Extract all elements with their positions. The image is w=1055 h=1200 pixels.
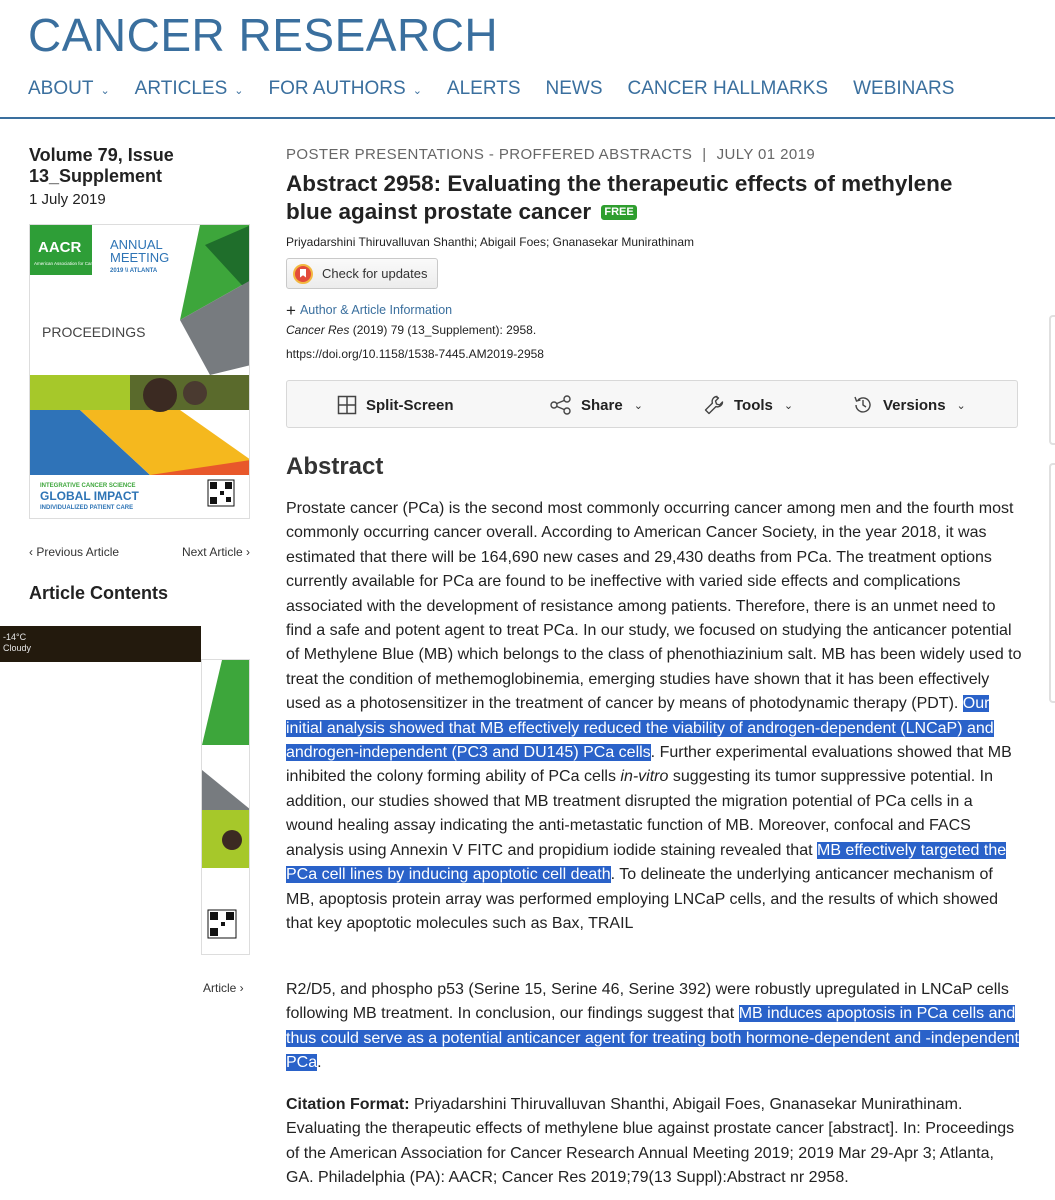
previous-article-label: Previous Article bbox=[36, 545, 120, 559]
cover-org: AACR bbox=[38, 239, 82, 256]
bookmark-icon bbox=[293, 264, 313, 284]
nav-for-authors[interactable] bbox=[268, 78, 421, 100]
chevron-down-icon: ⌄ bbox=[633, 399, 643, 412]
article-contents-heading: Article Contents bbox=[29, 583, 169, 603]
cover-meeting-2: MEETING bbox=[110, 250, 170, 265]
chevron-down-icon: ⌄ bbox=[100, 84, 110, 97]
header-divider bbox=[0, 117, 1055, 119]
free-badge: FREE bbox=[601, 205, 636, 220]
versions-button[interactable] bbox=[852, 381, 966, 429]
chevron-left-icon: ‹ bbox=[29, 545, 37, 559]
tools-button[interactable] bbox=[703, 381, 793, 429]
next-article-label: Next Article bbox=[181, 545, 243, 559]
highlighted-text: MB induces apoptosis in PCa cells and thus could serve as a potential anticancer agent for treating both hormone-dependent and -independent PCa bbox=[286, 1005, 1019, 1072]
check-for-updates-button[interactable] bbox=[286, 258, 438, 289]
chevron-right-icon: › bbox=[236, 981, 244, 995]
plus-icon: + bbox=[286, 301, 296, 320]
versions-label: Versions bbox=[883, 396, 946, 414]
cover-proceedings: PROCEEDINGS bbox=[42, 324, 146, 340]
abstract-text: suggesting its tumor suppressive potential. In addition, our studies showed that MB treatment disrupted the migration potential of PCa cells in a wound healing assay indicating the anti-metastatic function of MB. Moreover, confocal and FACS analysis using Annexin V FITC and propidium iodide staining revealed that bbox=[286, 768, 994, 859]
qr-code-icon bbox=[208, 910, 236, 938]
abstract-text: . To delineate the underlying anticancer mechanism of MB, apoptosis protein array was performed employing LNCaP cells, and the results of which showed that key apoptotic molecules such as Bax, TRAIL bbox=[286, 866, 999, 932]
history-icon bbox=[852, 394, 874, 416]
nav-webinars[interactable] bbox=[853, 78, 954, 100]
cover-image-partial bbox=[201, 659, 250, 955]
doi-link[interactable]: https://doi.org/10.1158/1538-7445.AM2019-2958 bbox=[286, 347, 544, 361]
citation-format bbox=[286, 1093, 1016, 1191]
nav-about[interactable] bbox=[28, 78, 110, 100]
article-kicker bbox=[286, 146, 815, 163]
article-pager bbox=[29, 545, 250, 559]
article-title bbox=[286, 170, 986, 226]
share-icon bbox=[550, 395, 572, 415]
nav-label: ARTICLES bbox=[134, 78, 228, 99]
chevron-down-icon: ⌄ bbox=[956, 399, 966, 412]
italic-term: in-vitro bbox=[620, 768, 669, 786]
abstract-heading: Abstract bbox=[286, 453, 384, 480]
page-scroll-indicator[interactable] bbox=[1049, 315, 1055, 721]
scroll-track-segment bbox=[1049, 463, 1055, 703]
abstract-text: Prostate cancer (PCa) is the second most commonly occurring cancer among men and the fourth most commonly occurring cancer overall. According to American Cancer Society, in the year 2018, it was estimated that there will be 164,690 new cases and 29,430 deaths from PCa. The treatment options currently available for PCa are found to be ineffective with varied side effects and complications associated with the development of resistance among patients. Therefore, there is an unmet need to find a safe and potent agent to treat PCa. In our study, we focused on studying the anticancer potential of Methylene Blue (MB) which belongs to the class of phenothiazinium salt. MB has been widely used to treat the condition of methemoglobinemia, emerging studies have shown that it has been effectively used as a photosensitizer in the treatment of cancer by means of photodynamic therapy (PDT). bbox=[286, 500, 1022, 713]
cover-artwork-partial bbox=[202, 660, 250, 955]
weather-widget[interactable] bbox=[0, 626, 201, 662]
issue-date: 1 July 2019 bbox=[29, 191, 106, 208]
split-screen-icon bbox=[337, 395, 357, 415]
article-toolbar bbox=[286, 380, 1018, 428]
kicker-separator: | bbox=[702, 146, 707, 163]
article-link-label: Article bbox=[203, 981, 237, 995]
wrench-icon bbox=[703, 394, 725, 416]
check-updates-label: Check for updates bbox=[322, 266, 428, 281]
share-label: Share bbox=[581, 396, 623, 414]
previous-article-link[interactable] bbox=[29, 545, 119, 559]
next-article-link[interactable] bbox=[182, 545, 250, 559]
cover-meeting-3: 2019 \\ ATLANTA bbox=[110, 268, 158, 274]
nav-articles[interactable] bbox=[135, 78, 244, 100]
split-screen-button[interactable] bbox=[337, 381, 454, 429]
author-link[interactable]: Abigail Foes bbox=[479, 235, 546, 249]
author-info-toggle[interactable] bbox=[286, 301, 452, 321]
journal-cite-details: (2019) 79 (13_Supplement): 2958. bbox=[349, 323, 537, 337]
nav-label: FOR AUTHORS bbox=[268, 78, 406, 99]
article-title-text: Abstract 2958: Evaluating the therapeutic effects of methylene blue against prostate cancer bbox=[286, 171, 953, 224]
nav-label: ABOUT bbox=[28, 78, 94, 99]
split-screen-label: Split-Screen bbox=[366, 396, 454, 414]
abstract-text: . bbox=[317, 1054, 322, 1072]
highlighted-text: MB effectively targeted the PCa cell lines by inducing apoptotic cell death bbox=[286, 841, 1007, 884]
author-list: Priyadarshini Thiruvalluvan Shanthi; Abigail Foes; Gnanasekar Munirathinam bbox=[286, 235, 695, 249]
abstract-paragraph-1 bbox=[286, 497, 1024, 936]
chevron-down-icon: ⌄ bbox=[412, 84, 422, 97]
author-link[interactable]: Gnanasekar Munirathinam bbox=[552, 235, 695, 249]
weather-temp: -14°C bbox=[3, 632, 27, 642]
author-info-label: Author & Article Information bbox=[299, 303, 453, 317]
author-link[interactable]: Priyadarshini Thiruvalluvan Shanthi bbox=[286, 235, 474, 249]
chevron-right-icon: › bbox=[242, 545, 250, 559]
issue-cover-image[interactable] bbox=[29, 224, 250, 519]
share-button[interactable] bbox=[550, 381, 643, 429]
citation-text: Priyadarshini Thiruvalluvan Shanthi, Abigail Foes, Gnanasekar Munirathinam. Evaluating the therapeutic effects of methylene blue against prostate cancer [abstract]. In: Proceedings of the American Association for Cancer Research Annual Meeting 2019; 2019 Mar 29-Apr 3; Atlanta, GA. Philadelphia (PA): AACR; Cancer Res 2019;79(13 Suppl):Abstract nr 2958. bbox=[286, 1096, 1015, 1187]
abstract-text: R2/D5, and phospho p53 (Serine 15, Serine 46, Serine 392) were robustly upregulated in LNCaP cells following MB treatment. In conclusion, our findings suggest that bbox=[286, 981, 1009, 1023]
article-contents-link[interactable] bbox=[203, 981, 244, 995]
site-title[interactable]: CANCER RESEARCH bbox=[28, 9, 499, 61]
journal-citation bbox=[286, 323, 536, 337]
nav-alerts[interactable] bbox=[447, 78, 521, 100]
nav-label: NEWS bbox=[545, 78, 603, 99]
cover-meeting-1: ANNUAL bbox=[110, 237, 163, 252]
tools-label: Tools bbox=[734, 396, 773, 414]
cover-tag-1: INTEGRATIVE CANCER SCIENCE bbox=[40, 483, 136, 489]
cover-tag-3: INDIVIDUALIZED PATIENT CARE bbox=[40, 505, 134, 511]
main-nav bbox=[28, 78, 979, 100]
cover-org-full: American Association for Cancer Research bbox=[34, 261, 120, 266]
cover-tag-2: GLOBAL IMPACT bbox=[40, 489, 139, 503]
abstract-text: . Further experimental evaluations showed that MB inhibited the colony forming ability of PCa cells bbox=[286, 744, 1012, 786]
issue-volume[interactable]: Volume 79, Issue 13_Supplement bbox=[29, 145, 174, 186]
nav-cancer-hallmarks[interactable] bbox=[628, 78, 829, 100]
highlighted-text: Our initial analysis showed that MB effectively reduced the viability of androgen-dependent (LNCaP) and androgen-independent (PC3 and DU145) PCa cells bbox=[286, 695, 994, 762]
nav-label: ALERTS bbox=[446, 78, 521, 99]
abstract-paragraph-2 bbox=[286, 978, 1024, 1076]
article-date: JULY 01 2019 bbox=[716, 146, 816, 163]
nav-label: CANCER HALLMARKS bbox=[627, 78, 829, 99]
nav-label: WEBINARS bbox=[853, 78, 955, 99]
nav-news[interactable] bbox=[546, 78, 603, 100]
chevron-down-icon: ⌄ bbox=[783, 399, 794, 412]
cover-artwork bbox=[30, 225, 250, 519]
citation-label: Citation Format: bbox=[286, 1096, 410, 1113]
scroll-track-segment bbox=[1049, 315, 1055, 445]
journal-name: Cancer Res bbox=[286, 323, 350, 337]
article-section[interactable]: POSTER PRESENTATIONS - PROFFERED ABSTRACTS bbox=[286, 146, 693, 163]
weather-condition: Cloudy bbox=[3, 643, 32, 653]
chevron-down-icon: ⌄ bbox=[234, 84, 244, 97]
qr-code-icon bbox=[208, 480, 234, 506]
